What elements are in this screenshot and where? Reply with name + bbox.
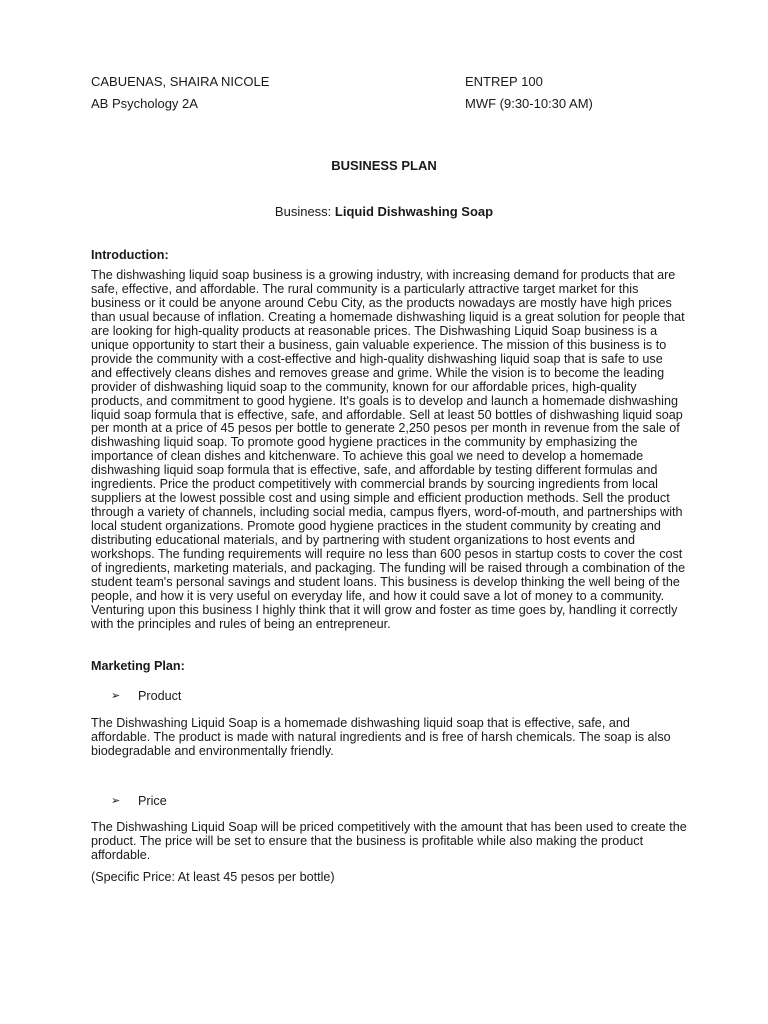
class-schedule: MWF (9:30-10:30 AM) [465, 96, 593, 111]
marketing-plan-heading: Marketing Plan: [91, 658, 185, 673]
product-bullet [91, 688, 687, 704]
business-line [0, 204, 768, 219]
specific-price-note: (Specific Price: At least 45 pesos per bottle) [91, 869, 335, 884]
document-body [91, 247, 687, 884]
introduction-heading: Introduction: [91, 248, 169, 262]
student-name: CABUENAS, SHAIRA NICOLE [91, 74, 270, 89]
price-bullet [91, 793, 687, 809]
header-row-1 [91, 71, 691, 93]
document-header [91, 71, 691, 115]
student-program: AB Psychology 2A [91, 96, 198, 111]
document-title: BUSINESS PLAN [331, 158, 437, 173]
product-bullet-label: Product [138, 688, 182, 703]
introduction-paragraph: The dishwashing liquid soap business is a growing industry, with increasing demand for products that are safe, effective, and affordable. The rural community is a particularly attractive target market for this business or it could be anyone around Cebu City, as the products nowadays are mostly have high prices than usual because of inflation. Creating a homemade dishwashing liquid is a great solution for people that are looking for high-quality products at reasonable prices. The Dishwashing Liquid Soap business is a unique opportunity to start their a business, gain valuable experience. The mission of this business is to provide the community with a cost-effective and high-quality dishwashing liquid soap that is safe to use and effectively cleans dishes and removes grease and grime. While the vision is to become the leading provider of dishwashing liquid soap to the community, known for our affordable prices, high-quality products, and commitment to good hygiene. It's goals is to develop and launch a homemade dishwashing liquid soap formula that is effective, safe, and affordable. Sell at least 50 bottles of dishwashing liquid soap per month at a price of 45 pesos per bottle to generate 2,250 pesos per month in revenue from the sale of dishwashing liquid soap. To promote good hygiene practices in the community by emphasizing the importance of clean dishes and kitchenware. To achieve this goal we need to develop a homemade dishwashing liquid soap formula that is effective, safe, and affordable by testing different formulas and ingredients. Price the product competitively with commercial brands by sourcing ingredients from local suppliers at the lowest possible cost and using simple and efficient production methods. Sell the product through a variety of channels, including social media, campus flyers, word-of-mouth, and partnerships with local student organizations. Promote good hygiene practices in the student community by creating and distributing educational materials, and by partnering with student organizations to host events and workshops. The funding requirements will require no less than 600 pesos in startup costs to cover the cost of ingredients, marketing materials, and packaging. The funding will be raised through a combination of the student team's personal savings and student loans. This business is develop thinking the well being of the people, and how it is very useful on everyday life, and how it could save a lot of money to a community. Venturing upon this business I highly think that it will grow and foster as time goes by, handling it correctly with the principles and rules of being an entrepreneur. [91, 268, 686, 631]
course-code: ENTREP 100 [465, 74, 543, 89]
arrowhead-bullet-icon: ➢ [111, 689, 121, 702]
business-name: Liquid Dishwashing Soap [334, 204, 494, 219]
header-row-2 [91, 93, 691, 115]
arrowhead-bullet-icon: ➢ [111, 794, 121, 807]
business-label: Business: [274, 204, 335, 219]
price-paragraph: The Dishwashing Liquid Soap will be priced competitively with the amount that has been used to create the product. The price will be set to ensure that the business is profitable while also making the product affordable. [91, 819, 687, 862]
product-paragraph: The Dishwashing Liquid Soap is a homemade dishwashing liquid soap that is effective, safe, and affordable. The product is made with natural ingredients and is free of harsh chemicals. The soap is also biodegradable and environmentally friendly. [91, 715, 671, 758]
price-bullet-label: Price [138, 793, 167, 808]
